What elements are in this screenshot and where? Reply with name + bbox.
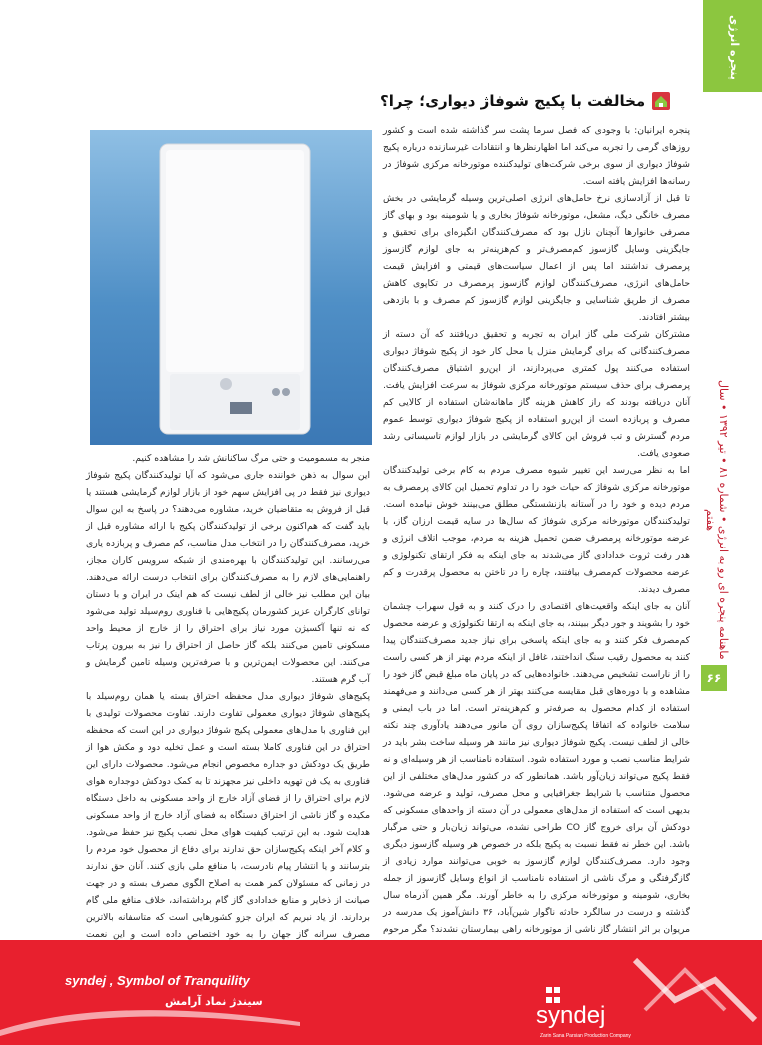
paragraph: آنان به جای اینکه واقعیت‌های اقتصادی را درک کنند و به قول سهراب چشمان خود را بشویند و جور دیگر ببینند، به جای اینکه به ارتقا تکنولوژی و عرضه محصول کم‌مصرف فکر کنند و به جای اینکه پاسخی برای نیاز جدید مصرف‌کنندگان پیدا کنند به محصول رقیب سنگ انداختند، غافل از اینکه مردم بهتر از هر کسی راست را از ناراست تشخیص می‌دهند. خانواده‌هایی که در پایان ماه مبلغ قبض گاز خود را مشاهده و با دوره‌های قبل مقایسه می‌کنند بهتر از هر کسی می‌دانند و می‌فهمند استفاده از کدام محصول به صرفه‌تر و کم‌هزینه‌تر است. اما در باب ایمنی و سلامت خانواده که اتفاقا پکیج‌سازان روی آن مانور می‌دهند یادآوری چند نکته خالی از لطف نیست. پکیج شوفاژ دیواری نیز مانند هر وسیله ساخت بشر باید در شرایط مناسب نصب و مورد استفاده شود. استفاده نامناسب از هر وسیله‌ای و نه فقط پکیج می‌تواند زیان‌آور باشد. همانطور که در کشور مدل‌های مختلفی از این محصول متناسب با شرایط جغرافیایی و محل مصرف، تولید و عرضه می‌شود. بدیهی است که استفاده از مدل‌های معمولی در آن دسته از واحدهای مسکونی که دودکش آن برای خروج گاز CO طراحی نشده، می‌تواند زیان‌بار و حتی مرگبار باشد. این خطر نه فقط نسبت به پکیج بلکه در خصوص هر وسیله گازسوز دیگری وجود دارد. مصرف‌کنندگان لوازم گازسوز به خوبی می‌توانند موارد زیادی از گازگرفتگی و مرگ ناشی از استفاده نامناسب از انواع وسایل گازسوز از جمله بخاری، شومینه و موتورخانه مرکزی را به خاطر آورند. مگر همین آذرماه سال گذشته و درست در سالگرد حادثه ناگوار شین‌آباد، ۳۶ دانش‌آموز یک مدرسه در مریوان بر اثر انتشار گاز ناشی از موتورخانه راهی بیمارستان نشدند؟ مگر مرحوم [383, 601, 690, 935]
brand-name: syndej [536, 1002, 606, 1029]
paragraph: تا قبل از آزادسازی نرخ حامل‌های انرژی اصلی‌ترین وسیله گرمایشی در بخش مصرف خانگی دیگ، مشعل، موتورخانه شوفاژ بخاری و یا شومینه بود و بهای گاز مصرفی خانوارها آنچنان نازل بود که مصرف‌کنندگان انگیزه‌ای برای تحقیق و جایگزینی وسایل گازسوز کم‌مصرف‌تر و کم‌هزینه‌تر به جای لوازم گازسوز پرمصرف نداشتند اما پس از اعمال سیاست‌های قیمتی و افزایش قیمت حامل‌های انرژی، مصرف‌کنندگان لوازم گازسوز پرمصرف در تکاپوی کاهش مصرف از طریق شناسایی و جایگزینی لوازم گازسوز کم مصرف و با بازدهی بیشتر افتادند. [383, 193, 690, 323]
section-tab-label: پنجره انرژی [728, 14, 741, 80]
article-column-left [86, 450, 370, 940]
house-icon [651, 91, 671, 111]
paragraph: پنجره ایرانیان: با وجودی که فصل سرما پشت سر گذاشته شده است و کشور روزهای گرمی را تجربه می‌کند اما اظهارنظرها و انتقادات غیرسازنده درباره پکیج شوفاژ دیواری از سوی برخی شرکت‌های تولیدکننده موتورخانه مرکزی شوفاژ در رسانه‌ها افزایش یافته است. [383, 125, 690, 187]
article-column-right [383, 122, 690, 935]
paragraph: پکیج‌های شوفاژ دیواری مدل محفظه احتراق بسته یا همان روم‌سیلد با پکیج‌های شوفاژ دیواری معمولی تفاوت دارند. تفاوت محصولات تولیدی با این فناوری با مدل‌های معمولی پکیج شوفاژ دیواری در این است که محفظه احتراق در این فناوری کاملا بسته است و عمل تخلیه دود و مکش هوا از طریق یک دودکش دو جداره مخصوص انجام می‌شود. محصولات دارای این فناوری به یک فن تهویه داخلی نیز مجهزند تا به کمک دودکش دوجداره هوای لازم برای احتراق را از فضای آزاد خارج از واحد مسکونی به داخل دستگاه مکیده و گاز ناشی از احتراق دستگاه به فضای آزاد خارج از واحد مسکونی هدایت شود. به این ترتیب کیفیت هوای محل نصب پکیج نیز حفظ می‌شود. و کلام آخر اینکه پکیج‌سازان حق ندارند برای دفاع از محصول خود مردم را بترسانند و یا انتشار پیام نادرست، با منافع ملی بازی کنند. آنان حق ندارند در زمانی که مسئولان کمر همت به اصلاح الگوی مصرف بسته و در جهت صیانت از ذخایر و منابع خدادادی گاز گام برداشته‌اند، خلاف منافع ملی گام بردارند. از یاد نبریم که ایران جزو کشورهایی است که متاسفانه بالاترین مصرف سرانه گاز جهان را به خود اختصاص داده است و این نعمت [86, 691, 370, 940]
slogan-english: syndej , Symbol of Tranquility [65, 973, 250, 988]
boiler-illustration [90, 130, 372, 445]
advert-footer [0, 940, 762, 1045]
issue-meta: ماهنامه پنجره ای رو به انرژی • شماره ۸۱ • تیر ۱۳۹۲ • سال هفتم [704, 380, 730, 660]
article-title: مخالفت با پکیج شوفاژ دیواری؛ چرا؟ [380, 92, 646, 110]
paragraph: اما به نظر می‌رسد این تغییر شیوه مصرف مردم به کام برخی تولیدکنندگان موتورخانه مرکزی شوفاژ که حیات خود را در تداوم تحمیل این کالای پرمصرف به مردم دیده و خود را در آستانه بازنشستگی مطلق می‌بینند خوش نیامده است. تولیدکنندگان موتورخانه مرکزی شوفاژ که سال‌ها در سایه قیمت ارزان گاز، با عرضه موتورخانه پرمصرف ضمن تحمیل هزینه به مردم، موجب اتلاف انرژی و هدر رفت ثروت خدادادی گاز می‌شدند به جای اینکه به فکر ارتقای تکنولوژی و عرضه محصولات کم‌مصرف بیافتند، چاره را در تاختن به محصول پرقدرت و کم مصرف دیدند. [383, 465, 690, 595]
issue-meta-band [700, 380, 730, 660]
article-heading [380, 88, 690, 114]
slogan-persian: سیندژ نماد آرامش [165, 995, 263, 1008]
slogan-box [55, 967, 277, 1025]
section-tab [703, 0, 762, 92]
paragraph: منجر به مسمومیت و حتی مرگ ساکنانش شد را مشاهده کنیم. [132, 453, 370, 464]
pipes-graphic [615, 940, 762, 1045]
brand-company: Zarin Sana Parsian Production Company [540, 1033, 631, 1039]
paragraph: این سوال به ذهن خواننده جاری می‌شود که آیا تولیدکنندگان پکیج شوفاژ دیواری نیز فقط در پی افزایش سهم خود از بازار لوازم گرمایشی هستند یا قبل از فروش به متقاضیان خرید، مشاوره می‌دهند؟ در پاسخ به این سوال باید گفت که هم‌اکنون برخی از تولیدکنندگان پکیج با ارائه مشاوره قبل از خرید، مصرف‌کنندگان را در انتخاب مدل مناسب، کم مصرف و پربازده یاری می‌رسانند. این تولیدکنندگان با بهره‌مندی از شبکه سرویس کاران مجاز، راهنمایی‌های لازم را به مصرف‌کنندگان برای انتخاب درست ارائه می‌دهند. بیان این مطلب نیز خالی از لطف نیست که هم اینک در ایران و با دستان توانای کارگران عزیز کشورمان پکیج‌هایی با فناوری روم‌سیلد تولید می‌شود که نه تنها آکسیژن مورد نیاز برای احتراق را از خارج از محیط واحد مسکونی تامین می‌کنند بلکه گاز حاصل از احتراق را نیز به بیرون پرتاب می‌کنند. این محصولات ایمن‌ترین و با صرفه‌ترین وسیله تامین گرمایش و آب گرم هستند. [86, 470, 370, 685]
boiler-photo [90, 130, 372, 445]
paragraph: مشترکان شرکت ملی گاز ایران به تجربه و تحقیق دریافتند که آن دسته از مصرف‌کنندگانی که برای گرمایش منزل یا محل کار خود از پکیج شوفاژ دیواری استفاده می‌کنند پول کمتری می‌پردازند، از این‌رو اشتیاق مصرف‌کنندگان پرمصرف برای حذف سیستم موتورخانه مرکزی شوفاژ به سرعت افزایش یافت. آنان دریافته بودند که راز کاهش هزینه گاز ماهانه‌شان استفاده از کالایی کم مصرف و پربازده است از این‌رو استفاده از پکیج شوفاژ دیواری توسط عموم مردم گسترش و تب فروش این کالای گرمایشی در بازار لوازم تاسیساتی رشد صعودی یافت. [383, 329, 690, 459]
page-number: ۶۶ [701, 665, 727, 691]
